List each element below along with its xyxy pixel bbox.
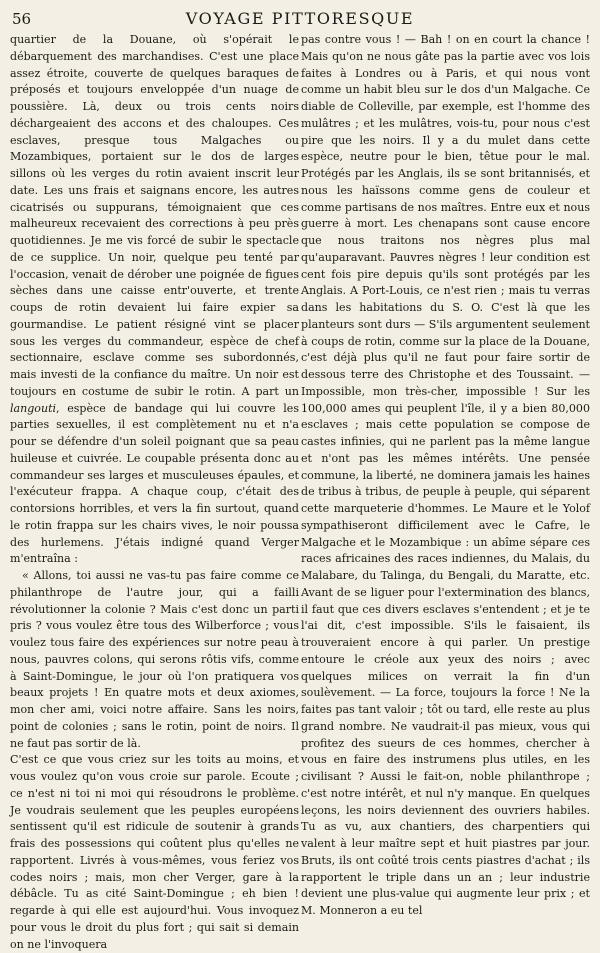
page-header xyxy=(10,6,590,32)
page-number: 56 xyxy=(12,10,32,28)
running-title: VOYAGE PITTORESQUE xyxy=(185,9,415,28)
paragraph: pas contre vous ! — Bah ! on en court la chance ! Mais qu'on ne nous gâte pas la partie avec vos lois faites à Londres ou à Paris, et qui nous vont comme un habit bleu sur le dos d'un Malgache. Ce diable de Colleville, par exemple, est l'homme des mulâtres ; et les mulâtres, vois-tu, pour nous c'est pire que les noirs. Il y a du mulet dans cette espèce, neutre pour le bien, têtue pour le mal. Protégés par les Anglais, ils se sont britannisés, et nous les haïssons comme gens de couleur et comme partisans de nos maîtres. Entre eux et nous guerre à mort. Les chenapans sont cause encore que nous traitons nos nègres plus mal qu'auparavant. Pauvres nègres ! leur condition est cent fois pire depuis qu'ils sont protégés par les Anglais. A Port-Louis, ce n'est rien ; mais tu verras dans les habitations du S. O. C'est là que les planteurs sont durs — S'ils argumentent seulement à coups de rotin, comme sur la place de la Douane, c'est déjà plus qu'il ne faut pour faire sortir de dessous terre des Christophe et des Toussaint. — Impossible, mon très-cher, impossible ! Sur les 100,000 ames qui peuplent l'île, il y a bien 80,000 esclaves ; mais cette population se compose de castes infinies, qui ne parlent pas la même langue et n'ont pas les mêmes intérêts. Une pensée commune, la liberté, ne dominera jamais les haines de tribus à tribus, de peuple à peuple, qui séparent cette marqueterie d'hommes. Le Maure et le Yolof sympathiseront difficilement avec le Cafre, le Malgache et le Mozambique : un abîme sépare ces races africaines des races indiennes, du Malais, du Malabare, du Talinga, du Bengali, du Maratte, etc. Avant de se liguer pour l'extermination des blancs, il faut que ces divers esclaves s'entendent ; et je te l'ai dit, c'est impossible. S'ils le faisaient, ils trouveraient encore à qui parler. Un prestige entoure le créole aux yeux des noirs ; avec quelques milices on verrait la fin d'un soulèvement. — La force, toujours la force ! Ne la faites pas tant valoir ; tôt ou tard, elle reste au plus grand nombre. Ne vaudrait-il pas mieux, vous qui profitez des sueurs de ces hommes, chercher à vous en faire des instrumens plus utiles, en les civilisant ? Aussi le fait-on, noble philanthrope ; c'est notre intérêt, et nul n'y manque. En quelques leçons, les noirs deviennent des ouvriers habiles. Tu as vu, aux chantiers, des charpentiers qui valent à leur maître sept et huit piastres par jour. Bruts, ils ont coûté trois cents piastres d'achat ; ils rapportent le triple dans un an ; leur industrie devient une plus-value qui augmente leur prix ; et M. Monneron a eu tel xyxy=(301,33,590,917)
paragraph-text: quartier de la Douane, où s'opérait le débarquement des marchandises. C'est une place assez étroite, couverte de quelques baraques de préposés et toujours enveloppée d'un nuage de poussière. Là, deux ou trois cents noirs déchargeaient des accons et des chaloupes. Ces esclaves, presque tous Malgaches ou Mozambiques, portaient sur le dos de larges sillons où les verges du rotin avaient inscrit leur date. Les uns frais et saignans encore, les autres cicatrisés ou suppurans, témoignaient que ces malheureux recevaient des corrections à peu près quotidiennes. Je me vis forcé de subir le spectacle de ce supplice. Un noir, quelque peu tenté par l'occasion, venait de dérober une poignée de figues sèches dans une caisse entr'ouverte, et trente coups de rotin devaient lui faire expier sa gourmandise. Le patient résigné vint se placer sous les verges du commandeur, espèce de chef sectionnaire, esclave comme ses subordonnés, mais investi de la confiance du maître. Un noir est toujours en costume de subir le rotin. A part un xyxy=(10,33,299,398)
paragraph-text: , espèce de bandage qui lui couvre les parties sexuelles, il est complètement nu et n'a pour se défendre d'un soleil poignant que sa peau huileuse et cuivrée. Le coupable présenta donc au commandeur ses larges et musculeuses épaules, et l'exécuteur frappa. A chaque coup, c'était des contorsions horribles, et vers la fin surtout, quand le rotin frappa sur les chairs vives, le noir poussa des hurlemens. J'étais indigné quand Verger m'entraîna : xyxy=(10,401,299,566)
right-column xyxy=(301,32,590,953)
italic-term: langouti xyxy=(10,401,57,415)
paragraph xyxy=(10,32,299,568)
paragraph: C'est ce que vous criez sur les toits au moins, et vous voulez qu'on vous croie sur parole. Ecoute ; ce n'est ni toi ni moi qui résoudrons le problème. Je voudrais seulement que les peuples européens sentissent qu'il est ridicule de soutenir à grands frais des possessions qui coûtent plus qu'elles ne rapportent. Livrés à vous-mêmes, vous feriez vos codes noirs ; mais, mon cher Verger, gare à la débâcle. Tu as cité Saint-Domingue ; eh bien ! regarde à qui elle est aujourd'hui. Vous invoquez pour vous le droit du plus fort ; qui sait si demain on ne l'invoquera xyxy=(10,753,299,951)
left-column xyxy=(10,32,299,953)
text-columns xyxy=(10,32,590,953)
paragraph: « Allons, toi aussi ne vas-tu pas faire comme ce philanthrope de l'autre jour, qui a failli révolutionner la colonie ? Mais c'est donc un parti pris ? vous voulez être tous des Wilberforce ; vous voulez tous faire des expériences sur notre peau à nous, pauvres colons, qui serons rôtis vifs, comme à Saint-Domingue, le jour où l'on pratiquera vos beaux projets ! En quatre mots et deux axiomes, mon cher ami, voici notre affaire. Sans les noirs, point de colonies ; sans le rotin, point de noirs. Il ne faut pas sortir de là. xyxy=(10,569,299,750)
